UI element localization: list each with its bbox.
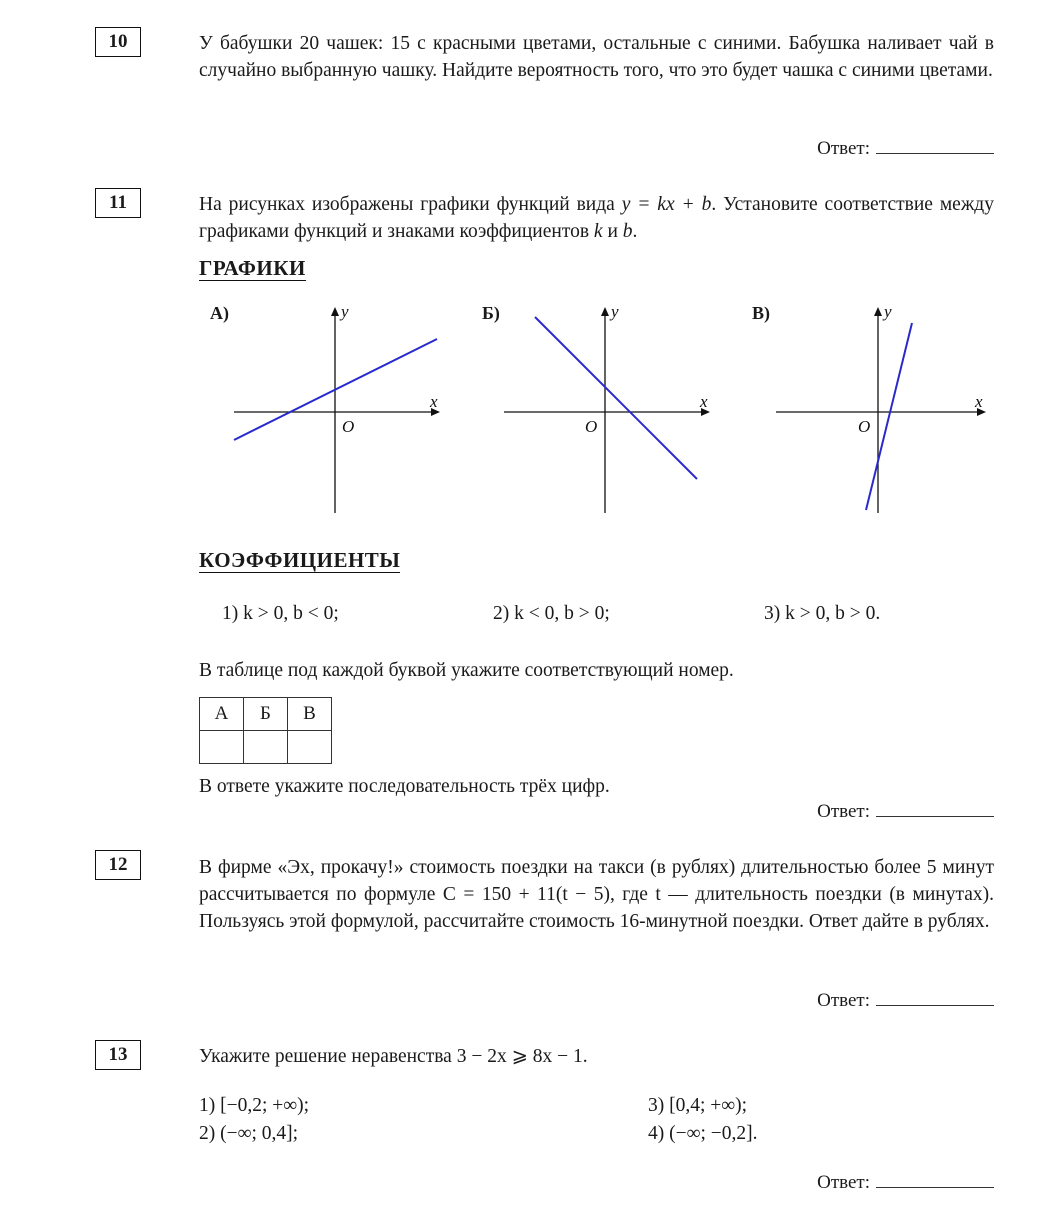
graph-c-label: В) bbox=[752, 303, 770, 323]
graphs-heading: ГРАФИКИ bbox=[199, 256, 306, 280]
graph-b-line bbox=[535, 317, 697, 479]
graph-c-line bbox=[866, 323, 912, 510]
answer-line[interactable] bbox=[876, 815, 994, 817]
answer-line[interactable] bbox=[876, 1004, 994, 1006]
task-11-text: На рисунках изображены графики функций вида y = kx + b. Установите соответствие между графиками функций и знаками коэффициентов k и b. bbox=[199, 194, 994, 242]
graph-a-label: А) bbox=[210, 303, 229, 323]
task-12-answer bbox=[817, 990, 994, 1012]
coefficient-option-1: 1) k > 0, b < 0; bbox=[222, 603, 339, 624]
coefficient-option-3: 3) k > 0, b > 0. bbox=[764, 603, 881, 624]
table-answer-cell-c[interactable] bbox=[288, 731, 332, 764]
task-13-text: Укажите решение неравенства 3 − 2x ⩾ 8x − 1. bbox=[199, 1046, 588, 1067]
graph-c bbox=[772, 295, 992, 520]
answer-table bbox=[199, 697, 332, 764]
formula: y = kx + b bbox=[621, 194, 712, 215]
answer-line[interactable] bbox=[876, 1186, 994, 1188]
y-axis-label: y bbox=[884, 302, 892, 321]
table-answer-cell-a[interactable] bbox=[200, 731, 244, 764]
coefficient-option-2: 2) k < 0, b > 0; bbox=[493, 603, 610, 624]
x-axis-label: x bbox=[430, 392, 438, 411]
task-number-10: 10 bbox=[95, 27, 141, 57]
sequence-instruction: В ответе укажите последовательность трёх цифр. bbox=[199, 776, 610, 797]
answer-label: Ответ: bbox=[817, 1172, 870, 1193]
task-10-answer bbox=[817, 138, 994, 160]
answer-label: Ответ: bbox=[817, 138, 870, 159]
task-11-answer bbox=[817, 801, 994, 823]
task-number-11: 11 bbox=[95, 188, 141, 218]
table-header-b: Б bbox=[244, 698, 288, 731]
task-number-12: 12 bbox=[95, 850, 141, 880]
option-1: 1) [−0,2; +∞); bbox=[199, 1095, 310, 1116]
option-3: 3) [0,4; +∞); bbox=[648, 1095, 748, 1116]
answer-line[interactable] bbox=[876, 152, 994, 154]
graph-a bbox=[230, 295, 445, 520]
origin-label: O bbox=[342, 417, 355, 436]
option-4: 4) (−∞; −0,2]. bbox=[648, 1123, 758, 1144]
task-13-answer bbox=[817, 1172, 994, 1194]
y-axis-label: y bbox=[341, 302, 349, 321]
table-header-a: А bbox=[200, 698, 244, 731]
coefficients-heading: КОЭФФИЦИЕНТЫ bbox=[199, 548, 401, 572]
task-number-13: 13 bbox=[95, 1040, 141, 1070]
option-2: 2) (−∞; 0,4]; bbox=[199, 1123, 299, 1144]
answer-label: Ответ: bbox=[817, 801, 870, 822]
graph-b-label: Б) bbox=[482, 303, 500, 323]
table-header-c: В bbox=[288, 698, 332, 731]
table-answer-cell-b[interactable] bbox=[244, 731, 288, 764]
origin-label: O bbox=[858, 417, 871, 436]
table-instruction: В таблице под каждой буквой укажите соответствующий номер. bbox=[199, 660, 734, 681]
task-10-text: У бабушки 20 чашек: 15 с красными цветами, остальные с синими. Бабушка наливает чай в случайно выбранную чашку. Найдите вероятность того, что это будет чашка с синими цветами. bbox=[199, 33, 994, 81]
x-axis-label: x bbox=[700, 392, 708, 411]
x-axis-label: x bbox=[975, 392, 983, 411]
graph-b bbox=[500, 295, 715, 520]
origin-label: O bbox=[585, 417, 598, 436]
y-axis-label: y bbox=[611, 302, 619, 321]
answer-label: Ответ: bbox=[817, 990, 870, 1011]
task-12-text: В фирме «Эх, прокачу!» стоимость поездки на такси (в рублях) длительностью более 5 минут рассчитывается по формуле C = 150 + 11(t − 5), где t — длительность поездки (в минутах). Пользуясь этой формулой, рассчитайте стоимость 16-минутной поездки. Ответ дайте в рублях. bbox=[199, 857, 994, 932]
